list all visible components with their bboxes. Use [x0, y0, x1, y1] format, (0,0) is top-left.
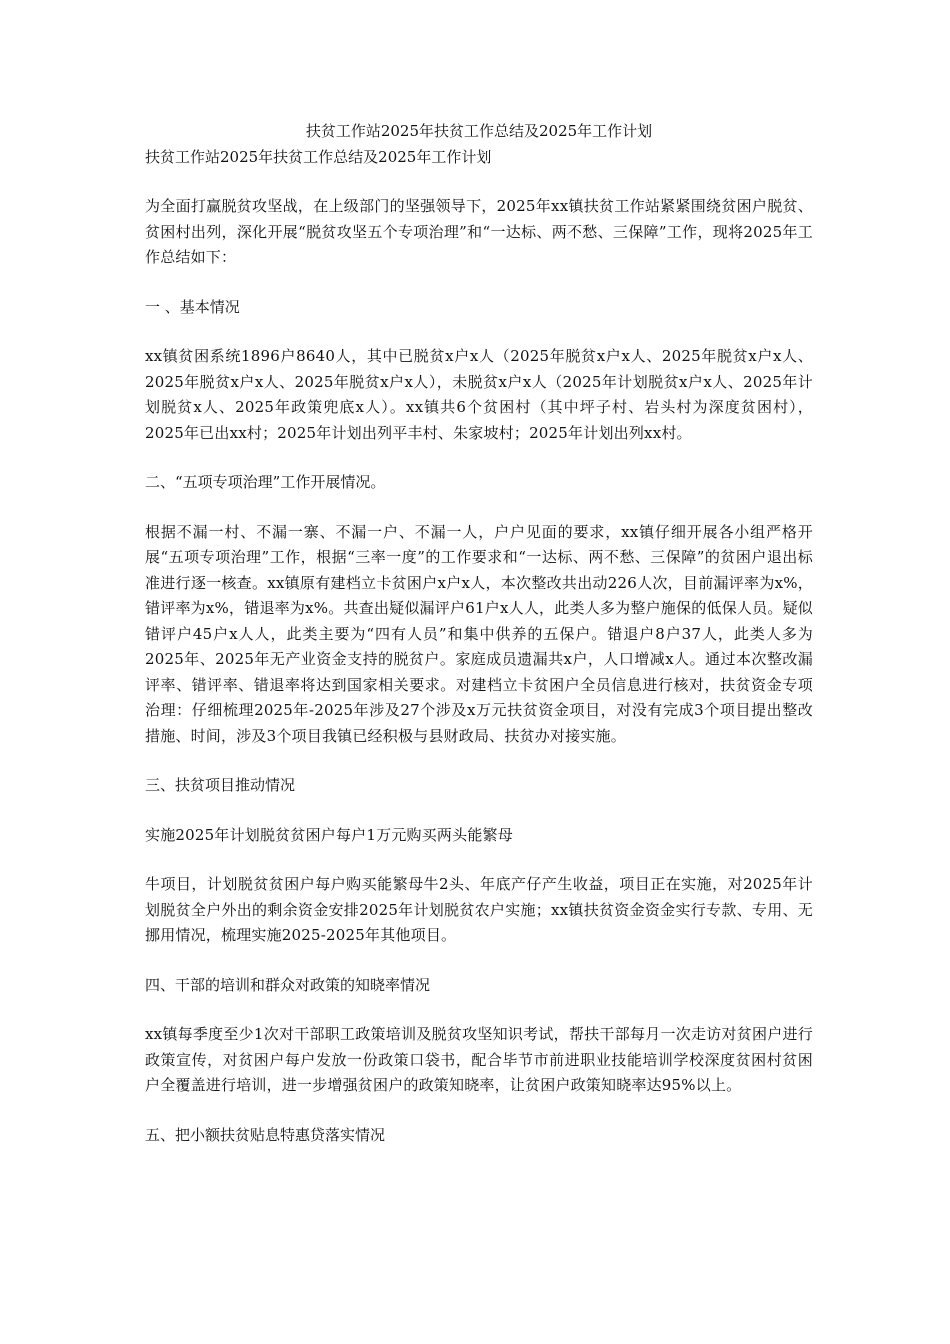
- section-3-body: 牛项目，计划脱贫贫困户每户购买能繁母牛2头、年底产仔产生收益，项目正在实施，对2025年计划脱贫全户外出的剩余资金安排2025年计划脱贫农户实施；xx镇扶贫资金资金实行专款、专用、无挪用情况，梳理实施2025-2025年其他项目。: [145, 875, 813, 944]
- section-2-body: 根据不漏一村、不漏一寨、不漏一户、不漏一人，户户见面的要求，xx镇仔细开展各小组严格开展“五项专项治理”工作，根据“三率一度”的工作要求和“一达标、两不愁、三保障”的贫困户退出标准进行逐一核查。xx镇原有建档立卡贫困户x户x人，本次整改共出动226人次，目前漏评率为x%，错评率为x%，错退率为x%。共查出疑似漏评户61户x人人，此类人多为整户施保的低保人员。疑似错评户45户x人人，此类主要为“四有人员”和集中供养的五保户。错退户8户37人，此类人多为2025年、2025年无产业资金支持的脱贫户。家庭成员遗漏共x户，人口增减x人。通过本次整改漏评率、错评率、错退率将达到国家相关要求。对建档立卡贫困户全员信息进行核对，扶贫资金专项治理：仔细梳理2025年-2025年涉及27个涉及x万元扶贫资金项目，对没有完成3个项目提出整改措施、时间，涉及3个项目我镇已经积极与县财政局、扶贫办对接实施。: [145, 522, 813, 745]
- document-page: [145, 118, 813, 1172]
- section-4-heading: 四、干部的培训和群众对政策的知晓率情况: [145, 975, 431, 994]
- section-4-body: xx镇每季度至少1次对干部职工政策培训及脱贫攻坚知识考试，帮扶干部每月一次走访对贫困户进行政策宣传，对贫困户每户发放一份政策口袋书，配合毕节市前进职业技能培训学校深度贫困村贫困户全覆盖进行培训，进一步增强贫困户的政策知晓率，让贫困户政策知晓率达95%以上。: [145, 1025, 813, 1094]
- section-5-heading: 五、把小额扶贫贴息特惠贷落实情况: [145, 1125, 386, 1144]
- section-1-heading: 一 、基本情况: [145, 297, 240, 316]
- section-3-heading: 三、扶贫项目推动情况: [145, 776, 296, 794]
- section-3-line: 实施2025年计划脱贫贫困户每户1万元购买两头能繁母: [145, 825, 513, 844]
- document-title: 扶贫工作站2025年扶贫工作总结及2025年工作计划: [305, 122, 653, 140]
- section-1-body: xx镇贫困系统1896户8640人，其中已脱贫x户x人（2025年脱贫x户x人、2025年脱贫x户x人、2025年脱贫x户x人、2025年脱贫x户x人），未脱贫x户x人（2025年计划脱贫x户x人、2025年计划脱贫x人、2025年政策兜底x人）。xx镇共6个贫困村（其中坪子村、岩头村为深度贫困村），2025年已出xx村；2025年计划出列平丰村、朱家坡村；2025年计划出列xx村。: [145, 347, 813, 442]
- section-2-heading: 二、“五项专项治理”工作开展情况。: [145, 473, 386, 491]
- intro-paragraph: 为全面打赢脱贫攻坚战，在上级部门的坚强领导下，2025年xx镇扶贫工作站紧紧围绕贫困户脱贫、贫困村出列，深化开展“脱贫攻坚五个专项治理”和“一达标、两不愁、三保障”工作，现将2025年工作总结如下：: [145, 197, 814, 266]
- document-subtitle: 扶贫工作站2025年扶贫工作总结及2025年工作计划: [145, 148, 492, 166]
